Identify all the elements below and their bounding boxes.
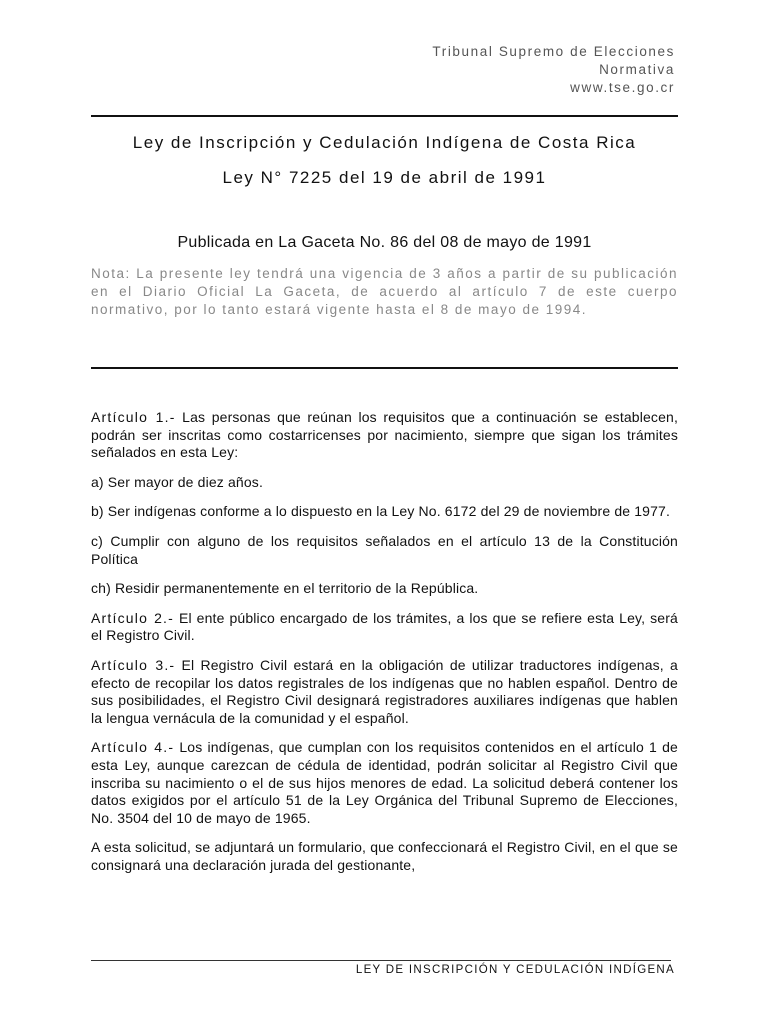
article-1-item-a: a) Ser mayor de diez años. — [91, 473, 263, 490]
header-institution: Tribunal Supremo de Elecciones — [432, 44, 675, 59]
article-3 — [91, 657, 678, 727]
article-1-item-ch: ch) Residir permanentemente en el territorio de la República. — [91, 580, 479, 597]
article-4-label: Artículo 4.- — [91, 739, 175, 756]
article-1-text: Las personas que reúnan los requisitos que a continuación se establecen, podrán ser inscritas como costarricenses por nacimiento, siempre que sigan los trámites señalados en esta Ley: — [91, 409, 678, 461]
page-header — [432, 43, 675, 97]
article-4-continuation: A esta solicitud, se adjuntará un formulario, que confeccionará el Registro Civil, en el que se consignará una declaración jurada del gestionante, — [91, 839, 678, 873]
article-4-text: Los indígenas, que cumplan con los requisitos contenidos en el artículo 1 de esta Ley, aunque carezcan de cédula de identidad, podrán solicitar al Registro Civil que inscriba su nacimiento o el de sus hijos menores de edad. La solicitud deberá contener los datos exigidos por el artículo 51 de la Ley Orgánica del Tribunal Supremo de Elecciones, No. 3504 del 10 de mayo de 1965. — [91, 739, 678, 826]
article-1-item-c: c) Cumplir con alguno de los requisitos señalados en el artículo 13 de la Constitución Política — [91, 532, 678, 567]
article-4 — [91, 739, 678, 827]
article-1-label: Artículo 1.- — [91, 409, 176, 425]
article-2-text: El ente público encargado de los trámites, a los que se refiere esta Ley, será el Registro Civil. — [91, 609, 678, 644]
article-3-text: El Registro Civil estará en la obligación de utilizar traductores indígenas, a efecto de recopilar los datos registrales de los indígenas que no hablen español. Dentro de sus posibilidades, el Registro Civil designará registradores auxiliares indígenas que hablen la lengua vernácula de la comunidad y el español. — [91, 656, 678, 726]
header-website: www.tse.go.cr — [570, 80, 675, 95]
gazette-publication: Publicada en La Gaceta No. 86 del 08 de mayo de 1991 — [177, 234, 592, 251]
article-2-label: Artículo 2.- — [91, 609, 175, 626]
article-2 — [91, 610, 678, 645]
document-subtitle: Ley N° 7225 del 19 de abril de 1991 — [222, 168, 547, 187]
article-1-item-b: b) Ser indígenas conforme a lo dispuesto en la Ley No. 6172 del 29 de noviembre de 1977. — [91, 503, 671, 520]
page-footer: LEY DE INSCRIPCIÓN Y CEDULACIÓN INDÍGENA — [355, 964, 675, 976]
validity-note: Nota: La presente ley tendrá una vigencia de 3 años a partir de su publicación en el Diario Oficial La Gaceta, de acuerdo al artículo 7 de este cuerpo normativo, por lo tanto estará vigente hasta el 8 de mayo de 1994. — [91, 266, 678, 317]
document-body — [91, 409, 678, 886]
document-title: Ley de Inscripción y Cedulación Indígena de Costa Rica — [132, 133, 637, 152]
header-divider — [91, 115, 678, 117]
footer-divider — [91, 960, 671, 961]
header-section: Normativa — [599, 62, 675, 77]
article-1 — [91, 409, 678, 462]
section-divider — [91, 367, 678, 369]
article-3-label: Artículo 3.- — [91, 656, 176, 673]
